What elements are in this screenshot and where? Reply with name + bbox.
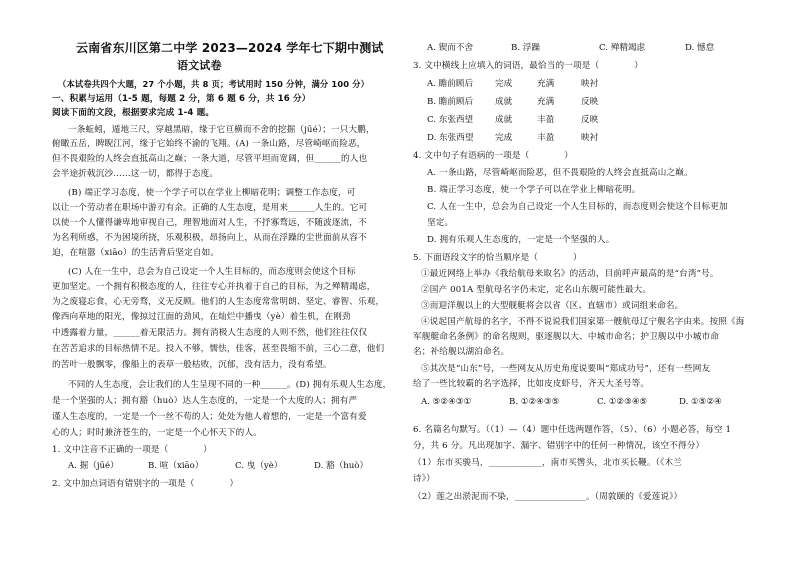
q6-item-1: （1）东市买骏马，____________，南市买辔头，北市买长鞭。（《木兰 bbox=[413, 458, 682, 468]
q5-sentence-4-cont: 军舰艇命名条例》的命名规则，驱逐舰以大、中城市命名；护卫舰以中小城市命 bbox=[413, 332, 720, 342]
q5-option-d: D. ①⑤②④ bbox=[679, 397, 722, 407]
q3-d-3: 丰盈 bbox=[537, 133, 555, 143]
q4-option-c: C. 人在一生中，总会为自己设定一个人生目标的，而态度则会使这个目标更加 bbox=[427, 202, 728, 212]
question-1: 1. 文中注音不正确的一项是（ ） bbox=[52, 445, 213, 455]
q3-b-4: 反映 bbox=[581, 97, 599, 107]
q5-option-c: C. ①②③④⑤ bbox=[597, 397, 648, 407]
q3-a-4: 映衬 bbox=[581, 79, 599, 89]
passage-line: 是一个坚强的人；拥有豁（huò）达人生态度的，一定是一个大度的人；拥有严 bbox=[52, 396, 358, 406]
q3-d-1: D. 东张西望 bbox=[427, 133, 474, 143]
q5-sentence-2: ②国产 001A 型航母名字仍未定，定名山东舰可能性最大。 bbox=[421, 285, 652, 295]
q1-option-b: B. 喧（xiāo） bbox=[148, 461, 204, 471]
q1-option-c: C. 曳（yè） bbox=[235, 461, 283, 471]
passage-line: 俯瞰五岳，睥睨江河，缘于它始终不渝的飞翔。(A) 一条山路，尽管崎岖而险恶， bbox=[52, 139, 366, 149]
q3-c-3: 丰盈 bbox=[537, 115, 555, 125]
q5-option-b: B. ①②④③⑤ bbox=[509, 397, 560, 407]
passage-line: 像西向草地的阳光，像掠过江面的劲风，在灿烂中播曳（yè）着生机，在刚劲 bbox=[52, 312, 351, 322]
exam-title: 云南省东川区第二中学 2023—2024 学年七下期中测试 bbox=[76, 41, 384, 55]
question-6-note: 分，共 6 分。凡出现加字、漏字、错别字中的任何一种情况，该空不得分） bbox=[413, 441, 705, 451]
question-2: 2. 文中加点词语有错别字的一项是（ ） bbox=[52, 479, 239, 489]
passage-line: 谨人生态度的，一定是一个一丝不苟的人；处处为他人着想的，一定是一个富有爱 bbox=[52, 412, 367, 422]
q3-b-3: 充满 bbox=[537, 97, 555, 107]
q4-option-a: A. 一条山路，尽管崎岖而险恶，但不畏艰险的人终会直抵高山之巅。 bbox=[427, 168, 693, 178]
q3-d-2: 完成 bbox=[495, 133, 513, 143]
exam-info: （本试卷共四个大题，27 个小题，共 8 页；考试用时 150 分钟，满分 100 分） bbox=[58, 79, 370, 89]
q3-d-4: 映衬 bbox=[581, 133, 599, 143]
q6-item-1-cont: 诗》） bbox=[413, 474, 435, 484]
question-6: 6. 名篇名句默写。（（1）—（4）题中任选两题作答，（5）、（6）小题必答，每空 1 bbox=[413, 425, 732, 435]
q1-option-a: A. 掘（jūé） bbox=[68, 461, 119, 471]
passage-line: 中透露着力量，______着无限活力。拥有消极人生态度的人则不然，他们往往仅仅 bbox=[52, 328, 368, 338]
passage-line: 为之废寝忘食，心无旁骛，义无反顾。他们的人生态度常常明朗、坚定、睿智、乐观， bbox=[52, 297, 385, 307]
question-4: 4. 文中句子有语病的一项是（ ） bbox=[413, 151, 574, 161]
q5-sentence-3: ③而迎洋舰以上的大型舰艇将会以省（区、直辖市）或词组来命名。 bbox=[421, 301, 684, 311]
q5-option-a: A. ⑤②④③① bbox=[421, 397, 472, 407]
q5-sentence-5: ⑤其次是“山东”号，一些网友从历史角度说要叫“郑成功号”，还有一些网友 bbox=[421, 364, 711, 374]
passage-line: 以让一个劳动者在职场中游刃有余。正确的人生态度，是用来______人生的。它可 bbox=[52, 203, 368, 213]
q1-option-d: D. 豁（huò） bbox=[314, 461, 369, 471]
passage-line: 在苦苦追求的目标热情不足。投入不够，懦怯，佳客，甚至畏缩不前，三心二意，他们 bbox=[52, 344, 385, 354]
passage-line: 心的人；时时兼济苍生的，一定是一个心怀天下的人。 bbox=[52, 428, 262, 438]
q5-sentence-4-cont: 名；补给舰以湖泊命名。 bbox=[413, 347, 510, 357]
passage-line: 为名利所惑，不为困境所挠，乐观积极，昂扬向上，从而在浮躁的尘世面前从容不 bbox=[52, 233, 367, 243]
q2-option-a: A. 锲而不舍 bbox=[427, 43, 474, 53]
reading-instruction: 阅读下面的文段，根据要求完成 1-4 题。 bbox=[52, 108, 215, 118]
passage-line: 的苦叶一般飘零，像船上的表草一般枯败，沉郁，没有活力，没有希望。 bbox=[52, 360, 332, 370]
q4-option-d: D. 拥有乐观人生态度的，一定是一个坚强的人。 bbox=[427, 235, 615, 245]
q5-sentence-4: ④说起国产航母的名字，不得不说说我们国家第一艘航母辽宁舰名字由来。按照《海 bbox=[421, 317, 745, 327]
section-heading: 一、积累与运用（1-5 题，每题 2 分，第 6 题 6 分，共 16 分） bbox=[52, 94, 311, 104]
passage-line: (B) 端正学习态度，使一个学子可以在学业上柳暗花明；调整工作态度，可 bbox=[68, 188, 356, 198]
q3-c-1: C. 东张西望 bbox=[427, 115, 474, 125]
q3-a-2: 完成 bbox=[495, 79, 513, 89]
passage-line: (C) 人在一生中，总会为自己设定一个人生目标的，而态度则会使这个目标 bbox=[68, 267, 356, 277]
q2-option-c: C. 殚精竭虑 bbox=[599, 43, 646, 53]
q2-option-b: B. 浮躁 bbox=[511, 43, 540, 53]
passage-line: 更加坚定。一个拥有积极态度的人，往往专心并执着于自己的目标，为之殚精竭虑， bbox=[52, 282, 376, 292]
q4-option-c-cont: 坚定。 bbox=[427, 218, 454, 228]
passage-line: 以使一个人懂得谦卑地审视自己，理智地面对人生，不抒寡骛远，不随波逐流，不 bbox=[52, 218, 367, 228]
q3-c-2: 成就 bbox=[495, 115, 513, 125]
passage-line: 会半途折戟沉沙……这一切，都得于态度。 bbox=[52, 169, 219, 179]
passage-line: 但不畏艰险的人终会直抵高山之巅；一条大道，尽管平坦而宽阔，但______的人也 bbox=[52, 154, 368, 164]
exam-subtitle: 语文试卷 bbox=[177, 59, 222, 72]
q3-c-4: 反映 bbox=[581, 115, 599, 125]
q3-b-2: 成就 bbox=[495, 97, 513, 107]
q6-item-2: （2）莲之出淤泥而不染，________________。（周敦颐的《爱莲说》） bbox=[413, 492, 683, 502]
q2-option-d: D. 憾怠 bbox=[685, 43, 715, 53]
q5-sentence-1: ①最近网络上举办《我给航母来取名》的活动，目前呼声最高的是“台湾”号。 bbox=[421, 269, 719, 279]
question-5: 5. 下面语段文字的恰当顺序是（ ） bbox=[413, 253, 582, 263]
q4-option-b: B. 端正学习态度，使一个学子可以在学业上柳暗花明。 bbox=[427, 185, 641, 195]
passage-line: 不同的人生态度，会让我们的人生呈现不同的一种______。(D) 拥有乐观人生态度， bbox=[68, 380, 392, 390]
q3-b-1: B. 瞻前顾后 bbox=[427, 97, 474, 107]
question-3: 3. 文中横线上应填入的词语，最恰当的一项是（ ） bbox=[413, 61, 643, 71]
q5-sentence-5-cont: 给了一些比较霸的名字选择，比如皮皮虾号，齐天大圣号等。 bbox=[413, 379, 650, 389]
q3-a-1: A. 瞻前顾后 bbox=[427, 79, 474, 89]
passage-line: 迫，在喧嚣（xiāo）的生活背后坚定自如。 bbox=[52, 248, 220, 258]
q3-a-3: 充满 bbox=[537, 79, 555, 89]
passage-line: 一条蚯蚓，遁地三尺，穿越黑暗，缘于它亘横而不舍的挖掘（jūé）；一只大鹏， bbox=[68, 125, 375, 135]
